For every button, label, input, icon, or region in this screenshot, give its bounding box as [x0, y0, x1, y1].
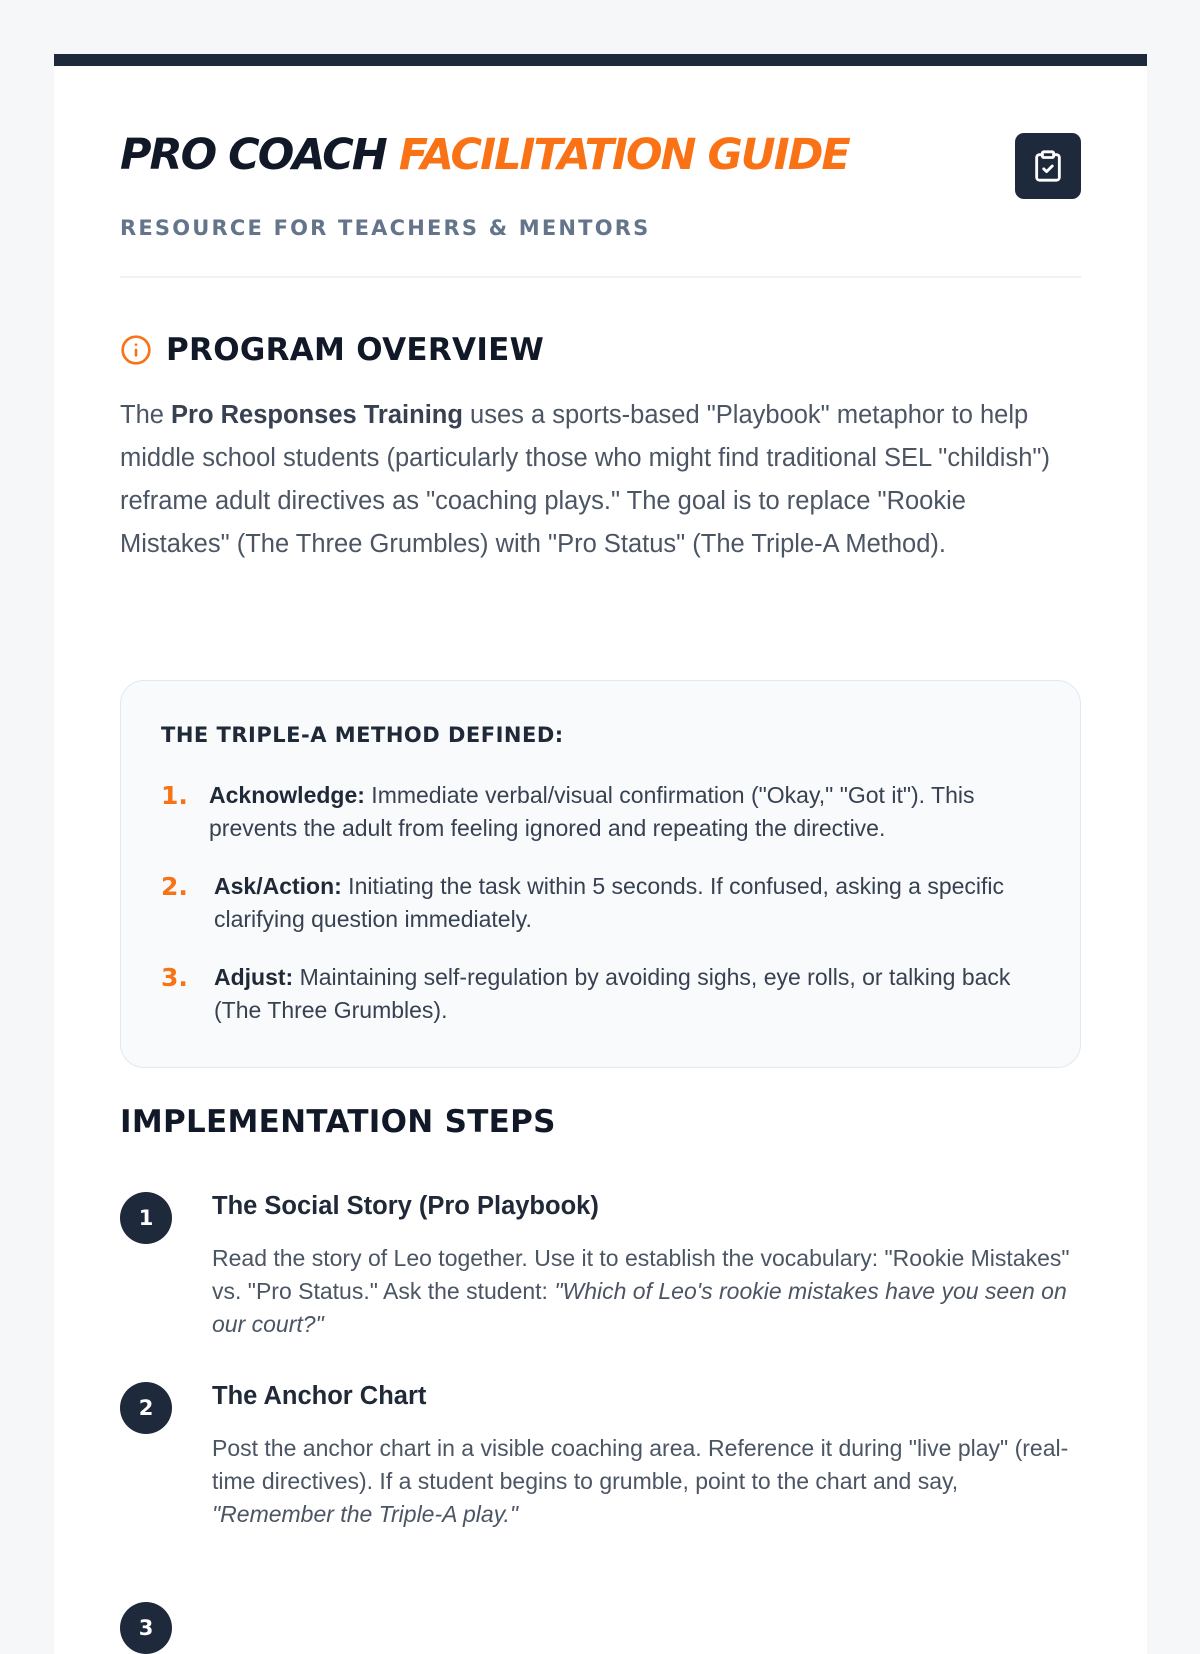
definition-term: Acknowledge: [209, 782, 365, 808]
clipboard-button[interactable] [1015, 133, 1081, 199]
definition-number: 2. [161, 872, 188, 901]
step-number-badge: 2 [120, 1382, 172, 1434]
definition-text [209, 779, 1040, 845]
step-title: The Social Story (Pro Playbook) [212, 1192, 599, 1220]
title-accent: FACILITATION GUIDE [398, 130, 849, 180]
step-description [212, 1432, 1081, 1531]
overview-heading: PROGRAM OVERVIEW [166, 332, 545, 368]
definition-description: Immediate verbal/visual confirmation ("Okay," "Got it"). This prevents the adult from feeling ignored and repeating the directive. [209, 782, 975, 841]
info-icon [120, 334, 152, 366]
step-quote: "Which of Leo's rookie mistakes have you seen on our court?" [212, 1278, 1067, 1337]
definition-number: 3. [161, 963, 188, 992]
step-number-badge: 1 [120, 1192, 172, 1244]
overview-text-rest: uses a sports-based "Playbook" metaphor to help middle school students (particularly those who might find traditional SEL "childish") reframe adult directives as "coaching plays." The goal is to replace "Rookie Mistakes" (The Three Grumbles) with "Pro Status" (The Triple-A Method). [120, 401, 1050, 558]
clipboard-check-icon [1031, 149, 1065, 183]
step-description [212, 1242, 1081, 1341]
title-dark: PRO COACH [120, 130, 386, 180]
program-name: Pro Responses Training [171, 401, 463, 429]
definition-text [214, 870, 1040, 936]
guide-card [54, 54, 1147, 1654]
steps-heading: IMPLEMENTATION STEPS [120, 1104, 556, 1140]
definition-heading: THE TRIPLE-A METHOD DEFINED: [161, 723, 564, 747]
step-text: Post the anchor chart in a visible coaching area. Reference it during "live play" (real-time directives). If a student begins to grumble, point to the chart and say, [212, 1435, 1069, 1494]
definition-text [214, 961, 1040, 1027]
overview-text-start: The [120, 401, 172, 429]
step-quote: "Remember the Triple-A play." [212, 1501, 519, 1527]
page-title [120, 130, 849, 180]
definition-term: Adjust: [214, 964, 294, 990]
overview-heading-row [120, 332, 544, 368]
triple-a-definition-box [120, 680, 1081, 1068]
step-title: The Anchor Chart [212, 1382, 427, 1410]
definition-description: Maintaining self-regulation by avoiding sighs, eye rolls, or talking back (The Three Grumbles). [214, 964, 1011, 1023]
definition-description: Initiating the task within 5 seconds. If confused, asking a specific clarifying question immediately. [214, 873, 1005, 932]
step-text: Read the story of Leo together. Use it to establish the vocabulary: "Rookie Mistakes" vs. "Pro Status." Ask the student: [212, 1245, 1070, 1304]
definition-number: 1. [161, 781, 188, 810]
header-divider [120, 276, 1081, 278]
step-number-badge: 3 [120, 1602, 172, 1654]
page-subtitle: RESOURCE FOR TEACHERS & MENTORS [120, 216, 651, 240]
definition-term: Ask/Action: [214, 873, 342, 899]
overview-text [120, 394, 1081, 566]
